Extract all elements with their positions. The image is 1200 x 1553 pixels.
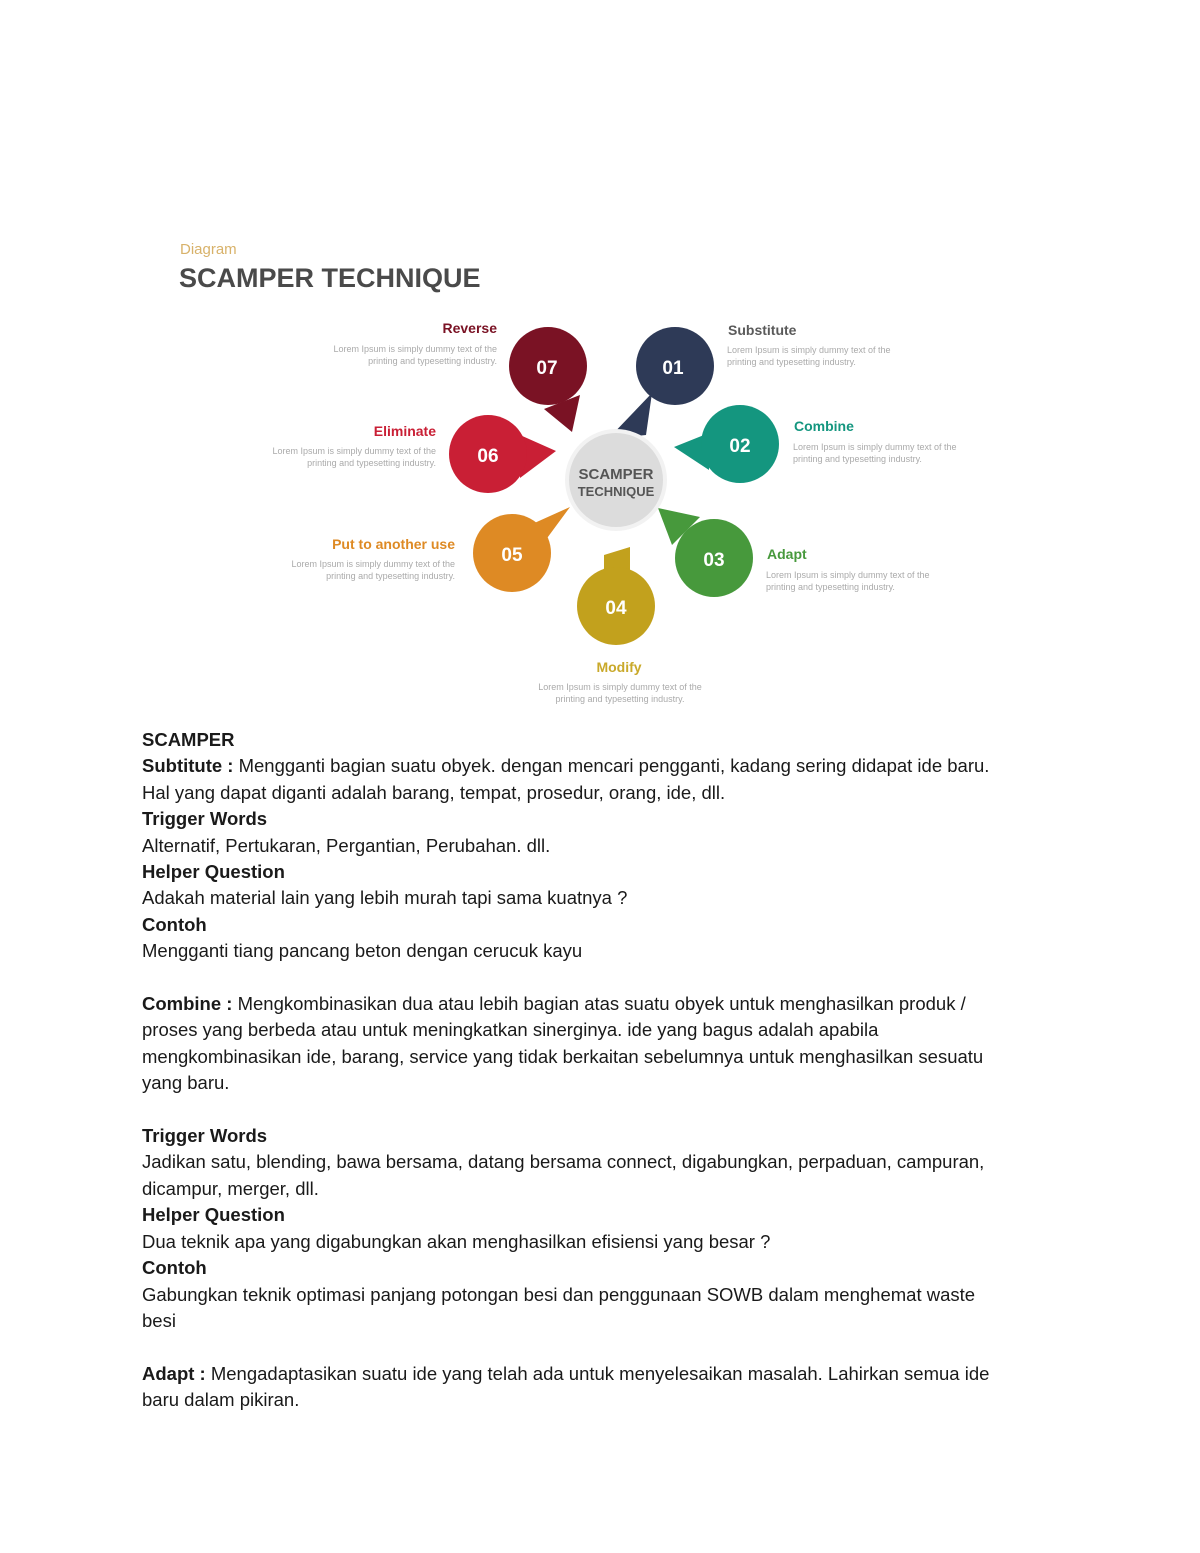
combine-trigger-text-1: Jadikan satu, blending, bawa bersama, datang bersama connect, digabungkan, perpaduan, campuran, [142,1151,985,1173]
step-07 [509,327,587,405]
combine-paragraph: Combine : Mengkombinasikan dua atau lebih bagian atas suatu obyek untuk menghasilkan produk / [142,993,966,1015]
label-put-to-another-use: Put to another use [332,536,455,552]
combine-trigger-label: Trigger Words [142,1125,268,1147]
label-modify: Modify [596,659,642,675]
diagram-subtitle: Diagram [180,241,237,258]
doc-heading: SCAMPER [142,729,235,750]
substitute-helper-label: Helper Question [142,861,285,883]
svg-text:07: 07 [536,358,558,379]
label-reverse: Reverse [442,320,497,336]
svg-text:02: 02 [729,436,751,457]
step-06 [449,415,527,493]
lorem-substitute-2: printing and typesetting industry. [727,357,856,367]
lorem-eliminate-1: Lorem Ipsum is simply dummy text of the [272,446,436,456]
combine-contoh-text-2: besi [142,1309,176,1331]
substitute-paragraph: Subtitute : Mengganti bagian suatu obyek. dengan mencari pengganti, kadang sering didapat ide baru. [142,755,990,777]
diagram-title: SCAMPER TECHNIQUE [179,263,481,293]
substitute-trigger-label: Trigger Words [142,808,268,830]
center-line-1: SCAMPER [578,466,654,483]
substitute-contoh-label: Contoh [142,913,207,935]
lorem-modify-2: printing and typesetting industry. [555,694,685,704]
lorem-adapt-2: printing and typesetting industry. [766,582,895,592]
scamper-diagram [160,225,1040,715]
combine-helper-label: Helper Question [142,1204,285,1226]
lorem-reverse-1: Lorem Ipsum is simply dummy text of the [333,344,497,354]
substitute-helper-text: Adakah material lain yang lebih murah tapi sama kuatnya ? [142,887,628,909]
substitute-trigger-text: Alternatif, Pertukaran, Pergantian, Perubahan. dll. [142,834,551,856]
lorem-combine-1: Lorem Ipsum is simply dummy text of the [793,442,957,452]
lorem-eliminate-2: printing and typesetting industry. [307,458,436,468]
combine-contoh-text-1: Gabungkan teknik optimasi panjang potongan besi dan penggunaan SOWB dalam menghemat waste [142,1283,976,1305]
adapt-paragraph: Adapt : Mengadaptasikan suatu ide yang telah ada untuk menyelesaikan masalah. Lahirkan semua ide [142,1362,990,1384]
step-02 [701,405,779,483]
svg-text:01: 01 [662,358,684,379]
step-04 [577,567,655,645]
label-combine: Combine [794,418,854,434]
step-01 [636,327,714,405]
combine-helper-text: Dua teknik apa yang digabungkan akan menghasilkan efisiensi yang besar ? [142,1230,771,1252]
combine-trigger-text-2: dicampur, merger, dll. [142,1177,319,1199]
step-03 [675,519,753,597]
svg-text:03: 03 [703,550,725,571]
label-substitute: Substitute [728,322,797,338]
step-05 [473,514,551,592]
combine-contoh-label: Contoh [142,1257,207,1279]
lorem-combine-2: printing and typesetting industry. [793,454,922,464]
center-line-2: TECHNIQUE [577,484,655,499]
lorem-reverse-2: printing and typesetting industry. [368,356,497,366]
lorem-put-2: printing and typesetting industry. [326,571,455,581]
svg-text:06: 06 [477,446,499,467]
substitute-contoh-text: Mengganti tiang pancang beton dengan cerucuk kayu [142,940,583,962]
svg-text:04: 04 [605,598,627,619]
lorem-modify-1: Lorem Ipsum is simply dummy text of the [538,682,702,692]
label-eliminate: Eliminate [373,423,436,439]
svg-text:05: 05 [501,545,523,566]
lorem-substitute-1: Lorem Ipsum is simply dummy text of the [727,345,891,355]
document-body: SCAMPER Subtitute : Mengganti bagian suatu obyek. dengan mencari pengganti, kadang sering didapat ide baru. Hal yang dapat diganti adalah barang, tempat, prosedur, orang, ide, dll. Trigger Words Alternatif, Pertukaran, Pergantian, Perubahan. dll. Helper Question Adakah material lain yang lebih murah tapi sama kuatnya ? Contoh Mengganti tiang pancang beton dengan cerucuk kayu Combine : Mengkombinasikan dua atau lebih bagian atas suatu obyek untuk menghasilkan produk / proses yang berbeda atau untuk meningkatkan sinerginya. ide yang bagus adalah apabila mengkombinasikan ide, barang, service yang tidak berkaitan sebelumnya untuk menghasilkan sesuatu yang baru. Trigger Words Jadikan satu, blending, bawa bersama, datang bersama connect, digabungkan, perpaduan, campuran, dicampur, merger, dll. Helper Question Dua teknik apa yang digabungkan akan menghasilkan efisiensi yang besar ? Contoh Gabungkan teknik optimasi panjang potongan besi dan penggunaan SOWB dalam menghemat waste besi Adapt : Mengadaptasikan suatu ide yang telah ada untuk menyelesaikan masalah. Lahirkan semua ide baru dalam pikiran. [142,727,1072,1414]
lorem-adapt-1: Lorem Ipsum is simply dummy text of the [766,570,930,580]
lorem-put-1: Lorem Ipsum is simply dummy text of the [291,559,455,569]
label-adapt: Adapt [767,546,807,562]
